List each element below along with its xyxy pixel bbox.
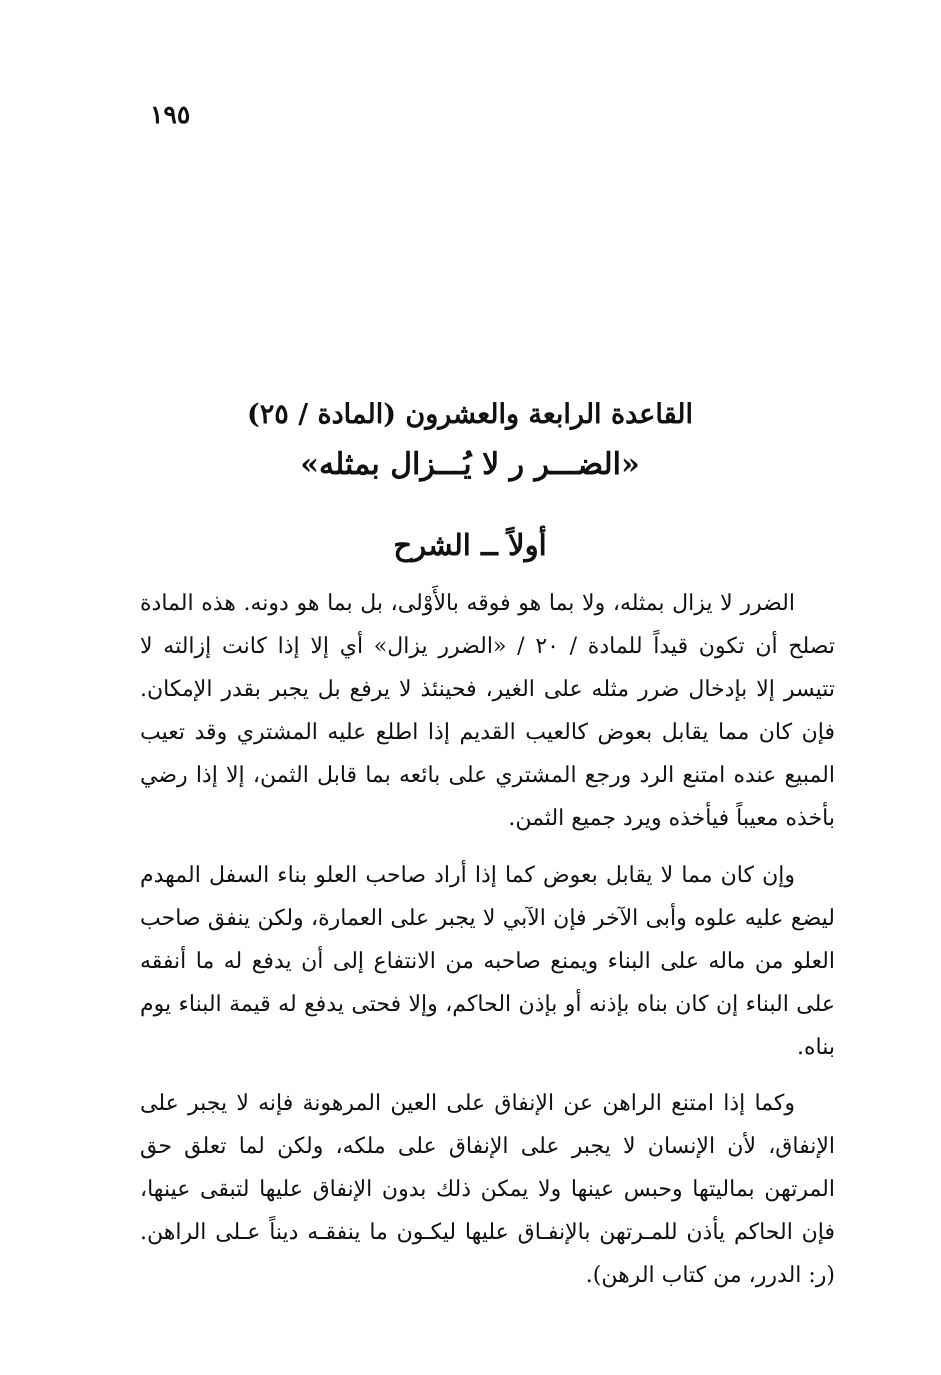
rule-quote: «الضـــر ر لا يُـــزال بمثله» (300, 447, 640, 482)
rule-title: القاعدة الرابعة والعشرون (المادة / ٢٥) (247, 399, 693, 430)
paragraph-2: وإن كان مما لا يقابل بعوض كما إذا أراد صاحب العلو بناء السفل المهدم ليضع عليه علوه وأبى الآخر فإن الآبي لا يجبر على العمارة، ولكن ينفق صاحب العلو من ماله على البناء ويمنع صاحبه من الانتفاع إلى أن يدفع له ما أنفقه على البناء إن كان بناه بإذنه أو بإذن الحاكم، وإلا فحتى يدفع له قيمة البناء يوم بناه. (140, 863, 835, 1060)
paragraph-3: وكما إذا امتنع الراهن عن الإنفاق على العين المرهونة فإنه لا يجبر على الإنفاق، لأن الإنسان لا يجبر على الإنفاق على ملكه، ولكن لما تعلق حق المرتهن بماليتها وحبس عينها ولا يمكن ذلك بدون الإنفاق عليها لتبقى عينها، فإن الحاكم يأذن للمـرتهن بالإنفـاق عليها ليكـون ما ينفقـه ديناً عـلى الراهن. (ر: الدرر، من كتاب الرهن). (140, 1091, 835, 1288)
title-block (120, 390, 820, 490)
page-number: ١٩٥ (150, 100, 191, 129)
section-heading: أولاً ــ الشرح (393, 528, 547, 562)
paragraph-1: الضرر لا يزال بمثله، ولا بما هو فوقه بالأَوْلى، بل بما هو دونه. هذه المادة تصلح أن تكون قيداً للمادة / ٢٠ / «الضرر يزال» أي إلا إذا كانت إزالته لا تتيسر إلا بإدخال ضرر مثله على الغير، فحينئذ لا يرفع بل يجبر بقدر الإمكان. فإن كان مما يقابل بعوض كالعيب القديم إذا اطلع عليه المشتري وقد تعيب المبيع عنده امتنع الرد ورجع المشتري على بائعه بما قابل الثمن، إلا إذا رضي بأخذه معيباً فيأخذه ويرد جميع الثمن. (140, 591, 836, 831)
